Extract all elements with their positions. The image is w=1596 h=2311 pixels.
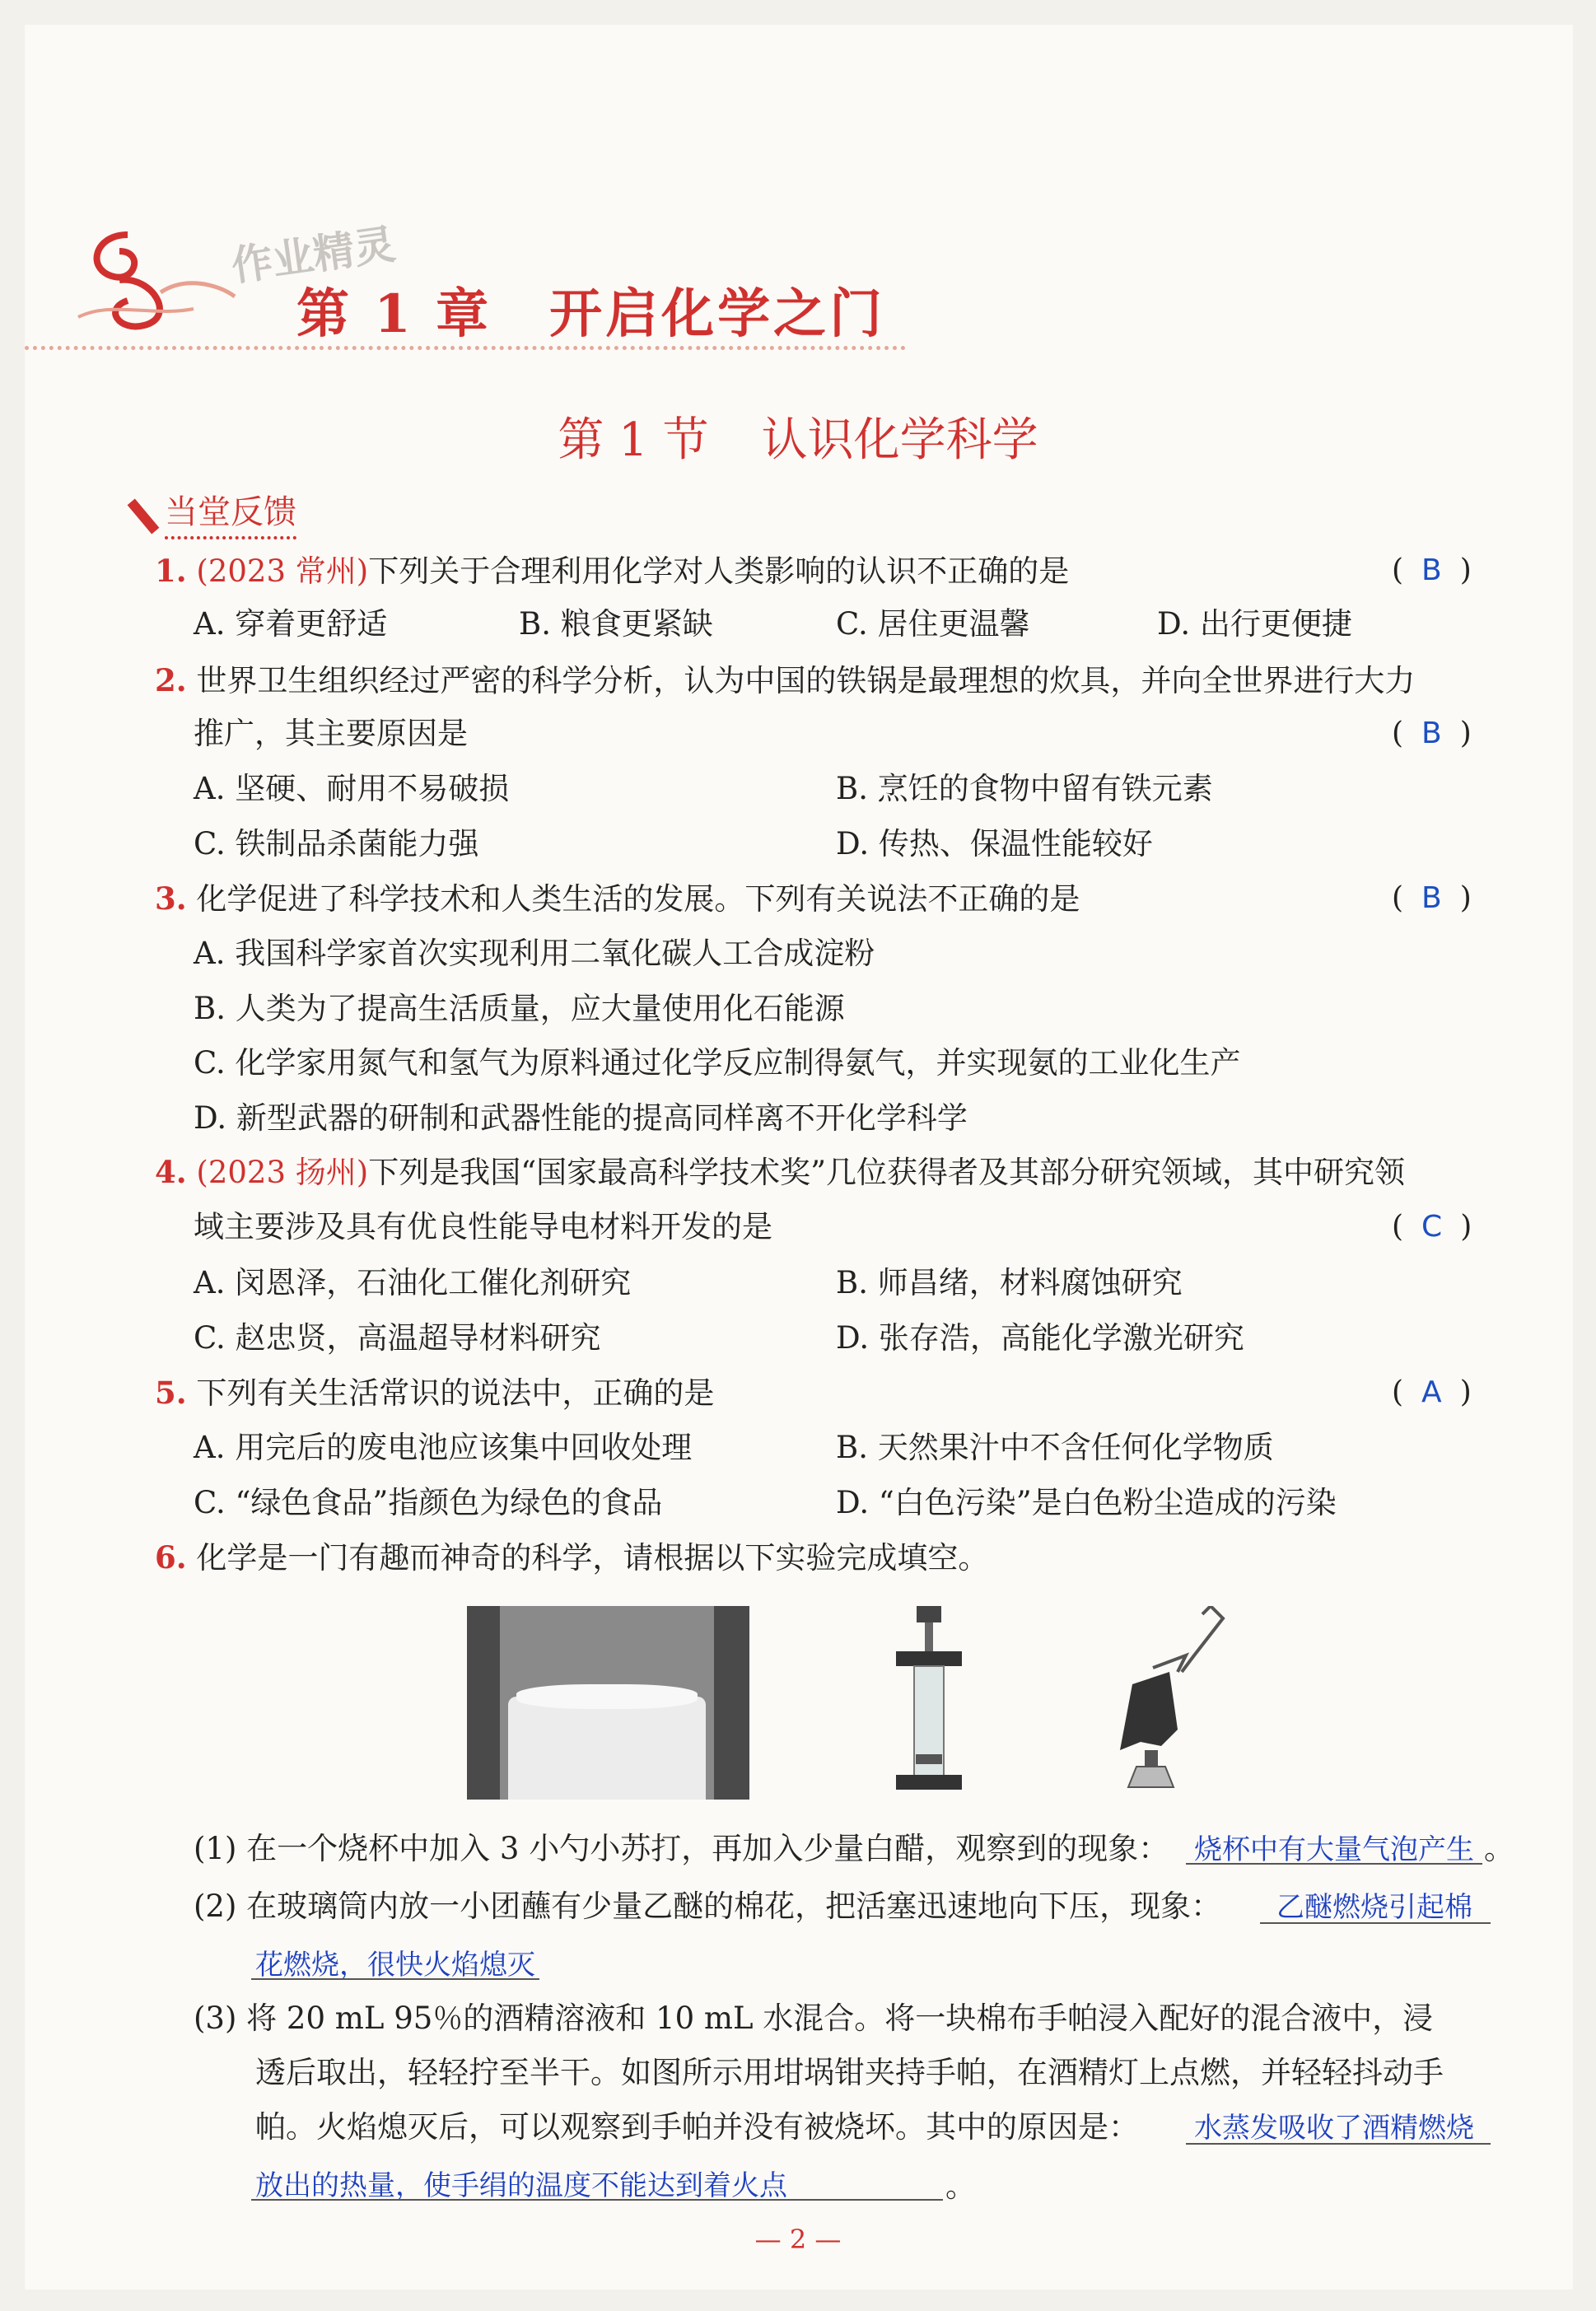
answer-line xyxy=(1260,1922,1491,1924)
question-number: 3. xyxy=(155,880,187,917)
handwritten-answer: 放出的热量，使手绢的温度不能达到着火点 xyxy=(255,2169,787,2202)
compression-tube-figure xyxy=(880,1606,978,1795)
swirl-logo-icon xyxy=(70,218,243,342)
question-source: (2023 扬州) xyxy=(196,1155,369,1190)
answer-letter: A xyxy=(1421,1375,1442,1409)
question-2 xyxy=(155,661,1415,700)
question-5 xyxy=(155,1374,714,1412)
handwritten-answer: 烧杯中有大量气泡产生 xyxy=(1194,1833,1474,1866)
option: C. “绿色食品”指颜色为绿色的食品 xyxy=(194,1485,663,1520)
option: B. 烹饪的食物中留有铁元素 xyxy=(836,771,1213,806)
beaker-photo xyxy=(467,1606,749,1800)
chapter-label: 第 1 章 xyxy=(296,283,492,345)
answer-line xyxy=(251,2199,943,2201)
question-1 xyxy=(155,552,1069,591)
option: D. “白色污染”是白色粉尘造成的污染 xyxy=(836,1485,1337,1520)
watermark-text: 作业精灵 xyxy=(228,220,399,291)
option: A. 我国科学家首次实现利用二氧化碳人工合成淀粉 xyxy=(194,936,875,971)
answer-bracket: ( B ) xyxy=(1392,553,1472,587)
subquestion-3-cont: 透后取出，轻轻拧至半干。如图所示用坩埚钳夹持手帕，在酒精灯上点燃，并轻轻抖动手 xyxy=(255,2055,1444,2090)
option: C. 铁制品杀菌能力强 xyxy=(194,826,479,861)
subquestion-1: (1) 在一个烧杯中加入 3 小勺小苏打，再加入少量白醋，观察到的现象： xyxy=(194,1831,1169,1866)
option: B. 师昌绪，材料腐蚀研究 xyxy=(836,1265,1183,1300)
handwritten-answer: 水蒸发吸收了酒精燃烧 xyxy=(1194,2112,1474,2145)
question-4 xyxy=(155,1153,1405,1192)
question-number: 1. xyxy=(155,553,187,589)
option: C. 化学家用氮气和氢气为原料通过化学反应制得氨气，并实现氨的工业化生产 xyxy=(194,1045,1241,1081)
question-3 xyxy=(155,880,1080,918)
question-number: 4. xyxy=(155,1154,187,1190)
chapter-name: 开启化学之门 xyxy=(549,283,886,345)
answer-bracket: ( B ) xyxy=(1392,717,1472,750)
question-stem: 下列关于合理利用化学对人类影响的认识不正确的是 xyxy=(368,553,1070,589)
option: A. 用完后的废电池应该集中回收处理 xyxy=(194,1430,693,1465)
section-title xyxy=(0,404,1596,469)
option: A. 穿着更舒适 xyxy=(194,606,388,642)
option: B. 人类为了提高生活质量，应大量使用化石能源 xyxy=(194,991,845,1026)
option: D. 出行更便捷 xyxy=(1157,606,1352,642)
question-stem: 世界卫生组织经过严密的科学分析，认为中国的铁锅是最理想的炊具，并向全世界进行大力 xyxy=(196,663,1416,698)
question-number: 6. xyxy=(155,1539,187,1576)
answer-bracket: ( A ) xyxy=(1392,1375,1472,1409)
subquestion-3-cont: 帕。火焰熄灭后，可以观察到手帕并没有被烧坏。其中的原因是： xyxy=(255,2109,1139,2145)
question-stem-cont: 推广，其主要原因是 xyxy=(194,716,468,751)
chapter-divider xyxy=(25,346,906,350)
answer-letter: B xyxy=(1421,881,1442,915)
answer-letter: C xyxy=(1421,1210,1443,1244)
option: B. 天然果汁中不含任何化学物质 xyxy=(836,1430,1274,1465)
option: C. 居住更温馨 xyxy=(836,606,1030,642)
answer-bracket: ( C ) xyxy=(1392,1210,1472,1244)
question-stem-cont: 域主要涉及具有优良性能导电材料开发的是 xyxy=(194,1209,772,1244)
question-stem: 化学促进了科学技术和人类生活的发展。下列有关说法不正确的是 xyxy=(196,881,1080,917)
question-stem: 下列是我国“国家最高科学技术奖”几位获得者及其部分研究领域，其中研究领 xyxy=(368,1155,1406,1190)
option: A. 闵恩泽，石油化工催化剂研究 xyxy=(194,1265,632,1300)
section-name: 认识化学科学 xyxy=(761,413,1038,467)
option: B. 粮食更紧缺 xyxy=(519,606,713,642)
answer-line xyxy=(1186,2143,1491,2145)
answer-line xyxy=(1186,1863,1482,1865)
handwritten-answer: 花燃烧，很快火焰熄灭 xyxy=(255,1949,535,1982)
chapter-title xyxy=(296,272,943,348)
answer-letter: B xyxy=(1421,717,1442,750)
answer-line xyxy=(251,1978,539,1980)
option: D. 张存浩，高能化学激光研究 xyxy=(836,1320,1244,1356)
question-number: 5. xyxy=(155,1375,187,1411)
section-label: 第 1 节 xyxy=(558,413,709,467)
option: D. 传热、保温性能较好 xyxy=(836,826,1153,861)
option: C. 赵忠贤，高温超导材料研究 xyxy=(194,1320,601,1356)
burning-handkerchief-figure xyxy=(1104,1606,1227,1800)
question-stem: 化学是一门有趣而神奇的科学，请根据以下实验完成填空。 xyxy=(196,1540,989,1576)
handwritten-answer: 乙醚燃烧引起棉 xyxy=(1276,1891,1472,1924)
option: D. 新型武器的研制和武器性能的提高同样离不开化学科学 xyxy=(194,1100,968,1136)
subquestion-2: (2) 在玻璃筒内放一小团蘸有少量乙醚的棉花，把活塞迅速地向下压，现象： xyxy=(194,1888,1222,1924)
option: A. 坚硬、耐用不易破损 xyxy=(194,771,510,806)
page-number: — 2 — xyxy=(754,2224,842,2255)
period: 。 xyxy=(1484,1831,1514,1866)
question-source: (2023 常州) xyxy=(196,553,369,589)
question-6 xyxy=(155,1538,988,1577)
question-number: 2. xyxy=(155,662,187,698)
subquestion-3: (3) 将 20 mL 95％的酒精溶液和 10 mL 水混合。将一块棉布手帕浸入配好的混合液中，浸 xyxy=(194,2001,1434,2036)
question-stem: 下列有关生活常识的说法中，正确的是 xyxy=(196,1375,715,1411)
answer-bracket: ( B ) xyxy=(1392,881,1472,915)
feedback-heading: 当堂反馈 xyxy=(165,486,296,539)
period: 。 xyxy=(945,2169,976,2204)
answer-letter: B xyxy=(1421,553,1442,587)
